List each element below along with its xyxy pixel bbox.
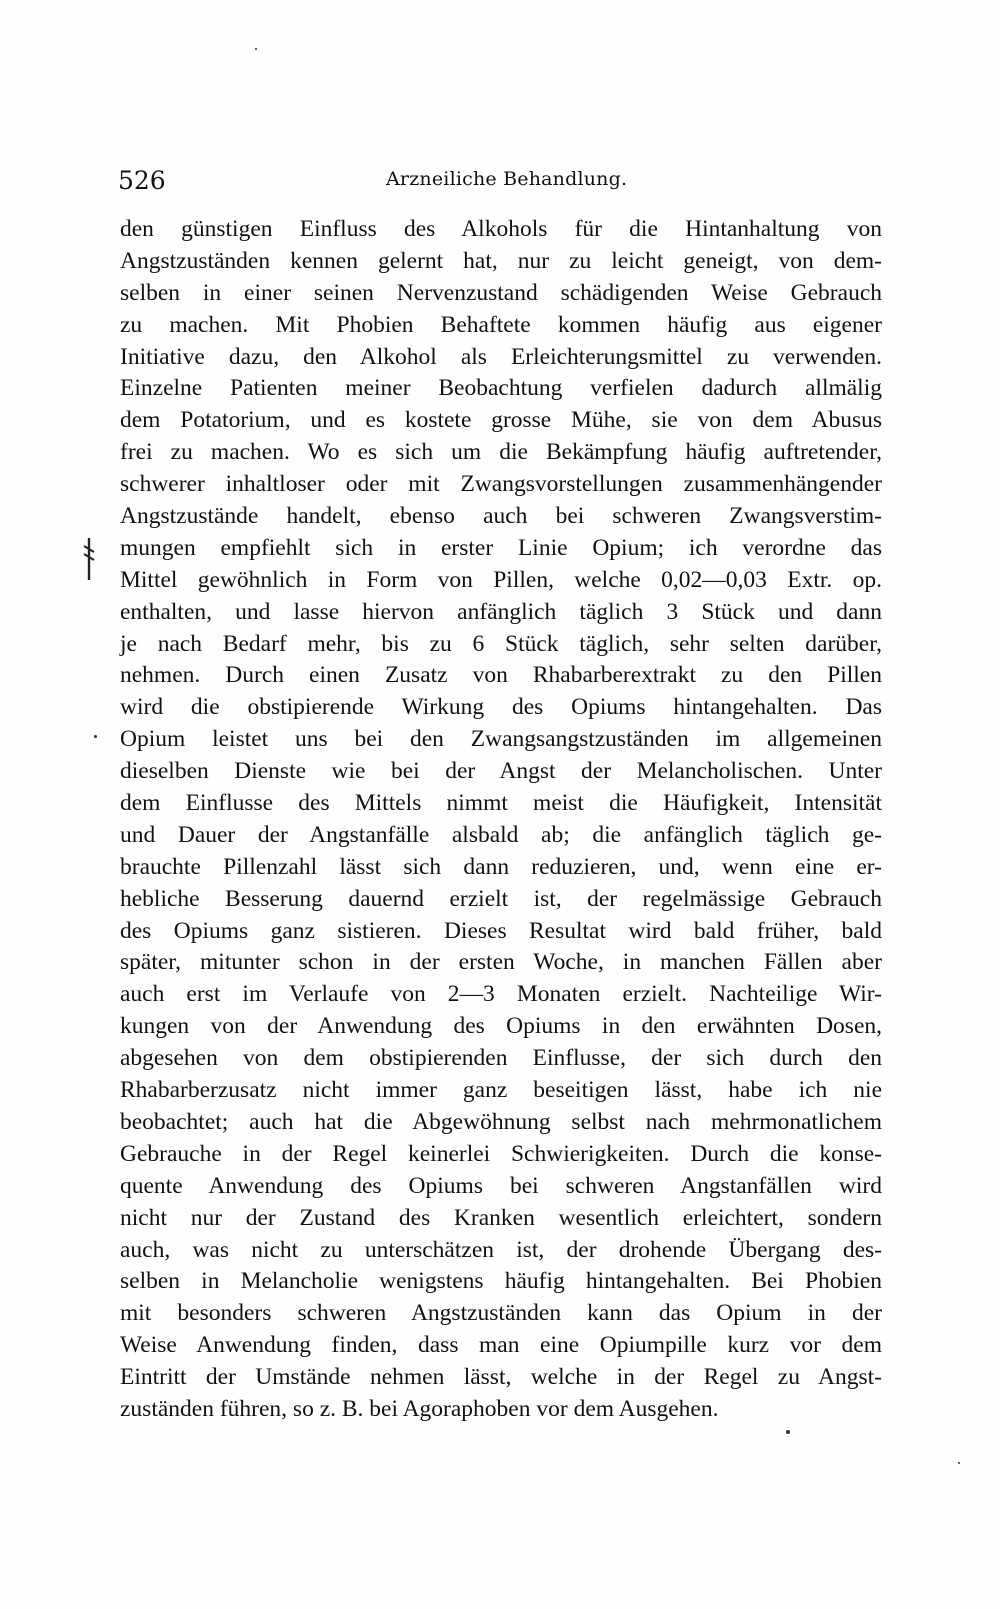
text-line: mit besonders schweren Angstzuständen kann das Opium in der [120,1300,882,1327]
text-line: Angstzustände handelt, ebenso auch bei schweren Zwangsverstim- [120,503,882,530]
text-line: dem Potatorium, und es kostete grosse Mühe, sie von dem Abusus [120,407,882,434]
text-line: selben in Melancholie wenigstens häufig hintangehalten. Bei Phobien [120,1268,882,1295]
text-line: kungen von der Anwendung des Opiums in den erwähnten Dosen, [120,1013,882,1040]
text-line: auch erst im Verlaufe von 2—3 Monaten erzielt. Nachteilige Wir- [120,981,882,1008]
text-line: nehmen. Durch einen Zusatz von Rhabarberextrakt zu den Pillen [120,662,882,689]
text-line: enthalten, und lasse hiervon anfänglich täglich 3 Stück und dann [120,598,882,625]
text-line: Weise Anwendung finden, dass man eine Opiumpille kurz vor dem [120,1332,882,1359]
text-line: den günstigen Einfluss des Alkohols für die Hintanhaltung von [120,216,882,242]
text-line: mungen empfiehlt sich in erster Linie Opium; ich verordne das [120,534,882,561]
text-line: zu machen. Mit Phobien Behaftete kommen häufig aus eigener [120,311,882,338]
text-line: später, mitunter schon in der ersten Woche, in manchen Fällen aber [120,949,882,976]
text-line: Mittel gewöhnlich in Form von Pillen, welche 0,02—0,03 Extr. op. [120,566,882,593]
body-text [120,214,882,1426]
ink-speck [94,735,97,738]
text-line: brauchte Pillenzahl lässt sich dann reduzieren, und, wenn eine er- [120,853,882,880]
page-number: 526 [118,166,166,195]
text-line: Angstzuständen kennen gelernt hat, nur zu leicht geneigt, von dem- [120,247,882,274]
text-line: frei zu machen. Wo es sich um die Bekämpfung häufig auftretender, [120,439,882,466]
text-line: Opium leistet uns bei den Zwangsangstzuständen im allgemeinen [120,726,882,753]
running-head: Arzneiliche Behandlung. [386,168,628,190]
text-line: schwerer inhaltloser oder mit Zwangsvorstellungen zusammenhängender [120,471,882,498]
ink-speck [786,1430,790,1434]
text-line: nicht nur der Zustand des Kranken wesentlich erleichtert, sondern [120,1204,882,1231]
text-line: quente Anwendung des Opiums bei schweren Angstanfällen wird [120,1172,882,1199]
text-line: Gebrauche in der Regel keinerlei Schwierigkeiten. Durch die konse- [120,1140,882,1167]
text-line: zuständen führen, so z. B. bei Agoraphoben vor dem Ausgehen. [120,1395,719,1422]
text-line: beobachtet; auch hat die Abgewöhnung selbst nach mehrmonatlichem [120,1108,882,1135]
text-line: auch, was nicht zu unterschätzen ist, der drohende Übergang des- [120,1236,882,1263]
text-line: Einzelne Patienten meiner Beobachtung verfielen dadurch allmälig [120,375,882,402]
text-line: Initiative dazu, den Alkohol als Erleichterungsmittel zu verwenden. [120,343,882,370]
text-line: selben in einer seinen Nervenzustand schädigenden Weise Gebrauch [120,279,882,306]
text-line: und Dauer der Angstanfälle alsbald ab; die anfänglich täglich ge- [120,821,882,848]
text-line: dem Einflusse des Mittels nimmt meist die Häufigkeit, Intensität [120,790,882,817]
text-line: abgesehen von dem obstipierenden Einflusse, der sich durch den [120,1045,882,1072]
text-line: des Opiums ganz sistieren. Dieses Resultat wird bald früher, bald [120,917,882,944]
text-line: dieselben Dienste wie bei der Angst der Melancholischen. Unter [120,758,882,785]
text-line: wird die obstipierende Wirkung des Opiums hintangehalten. Das [120,694,882,721]
text-line: Rhabarberzusatz nicht immer ganz beseitigen lässt, habe ich nie [120,1077,882,1104]
text-line: je nach Bedarf mehr, bis zu 6 Stück täglich, sehr selten darüber, [120,630,882,657]
text-line: Eintritt der Umstände nehmen lässt, welche in der Regel zu Angst- [120,1364,882,1391]
ink-speck [958,1462,960,1464]
text-line: hebliche Besserung dauernd erzielt ist, der regelmässige Gebrauch [120,885,882,912]
margin-pencil-mark [80,536,98,584]
ink-speck [255,48,257,50]
page-header [118,166,878,200]
